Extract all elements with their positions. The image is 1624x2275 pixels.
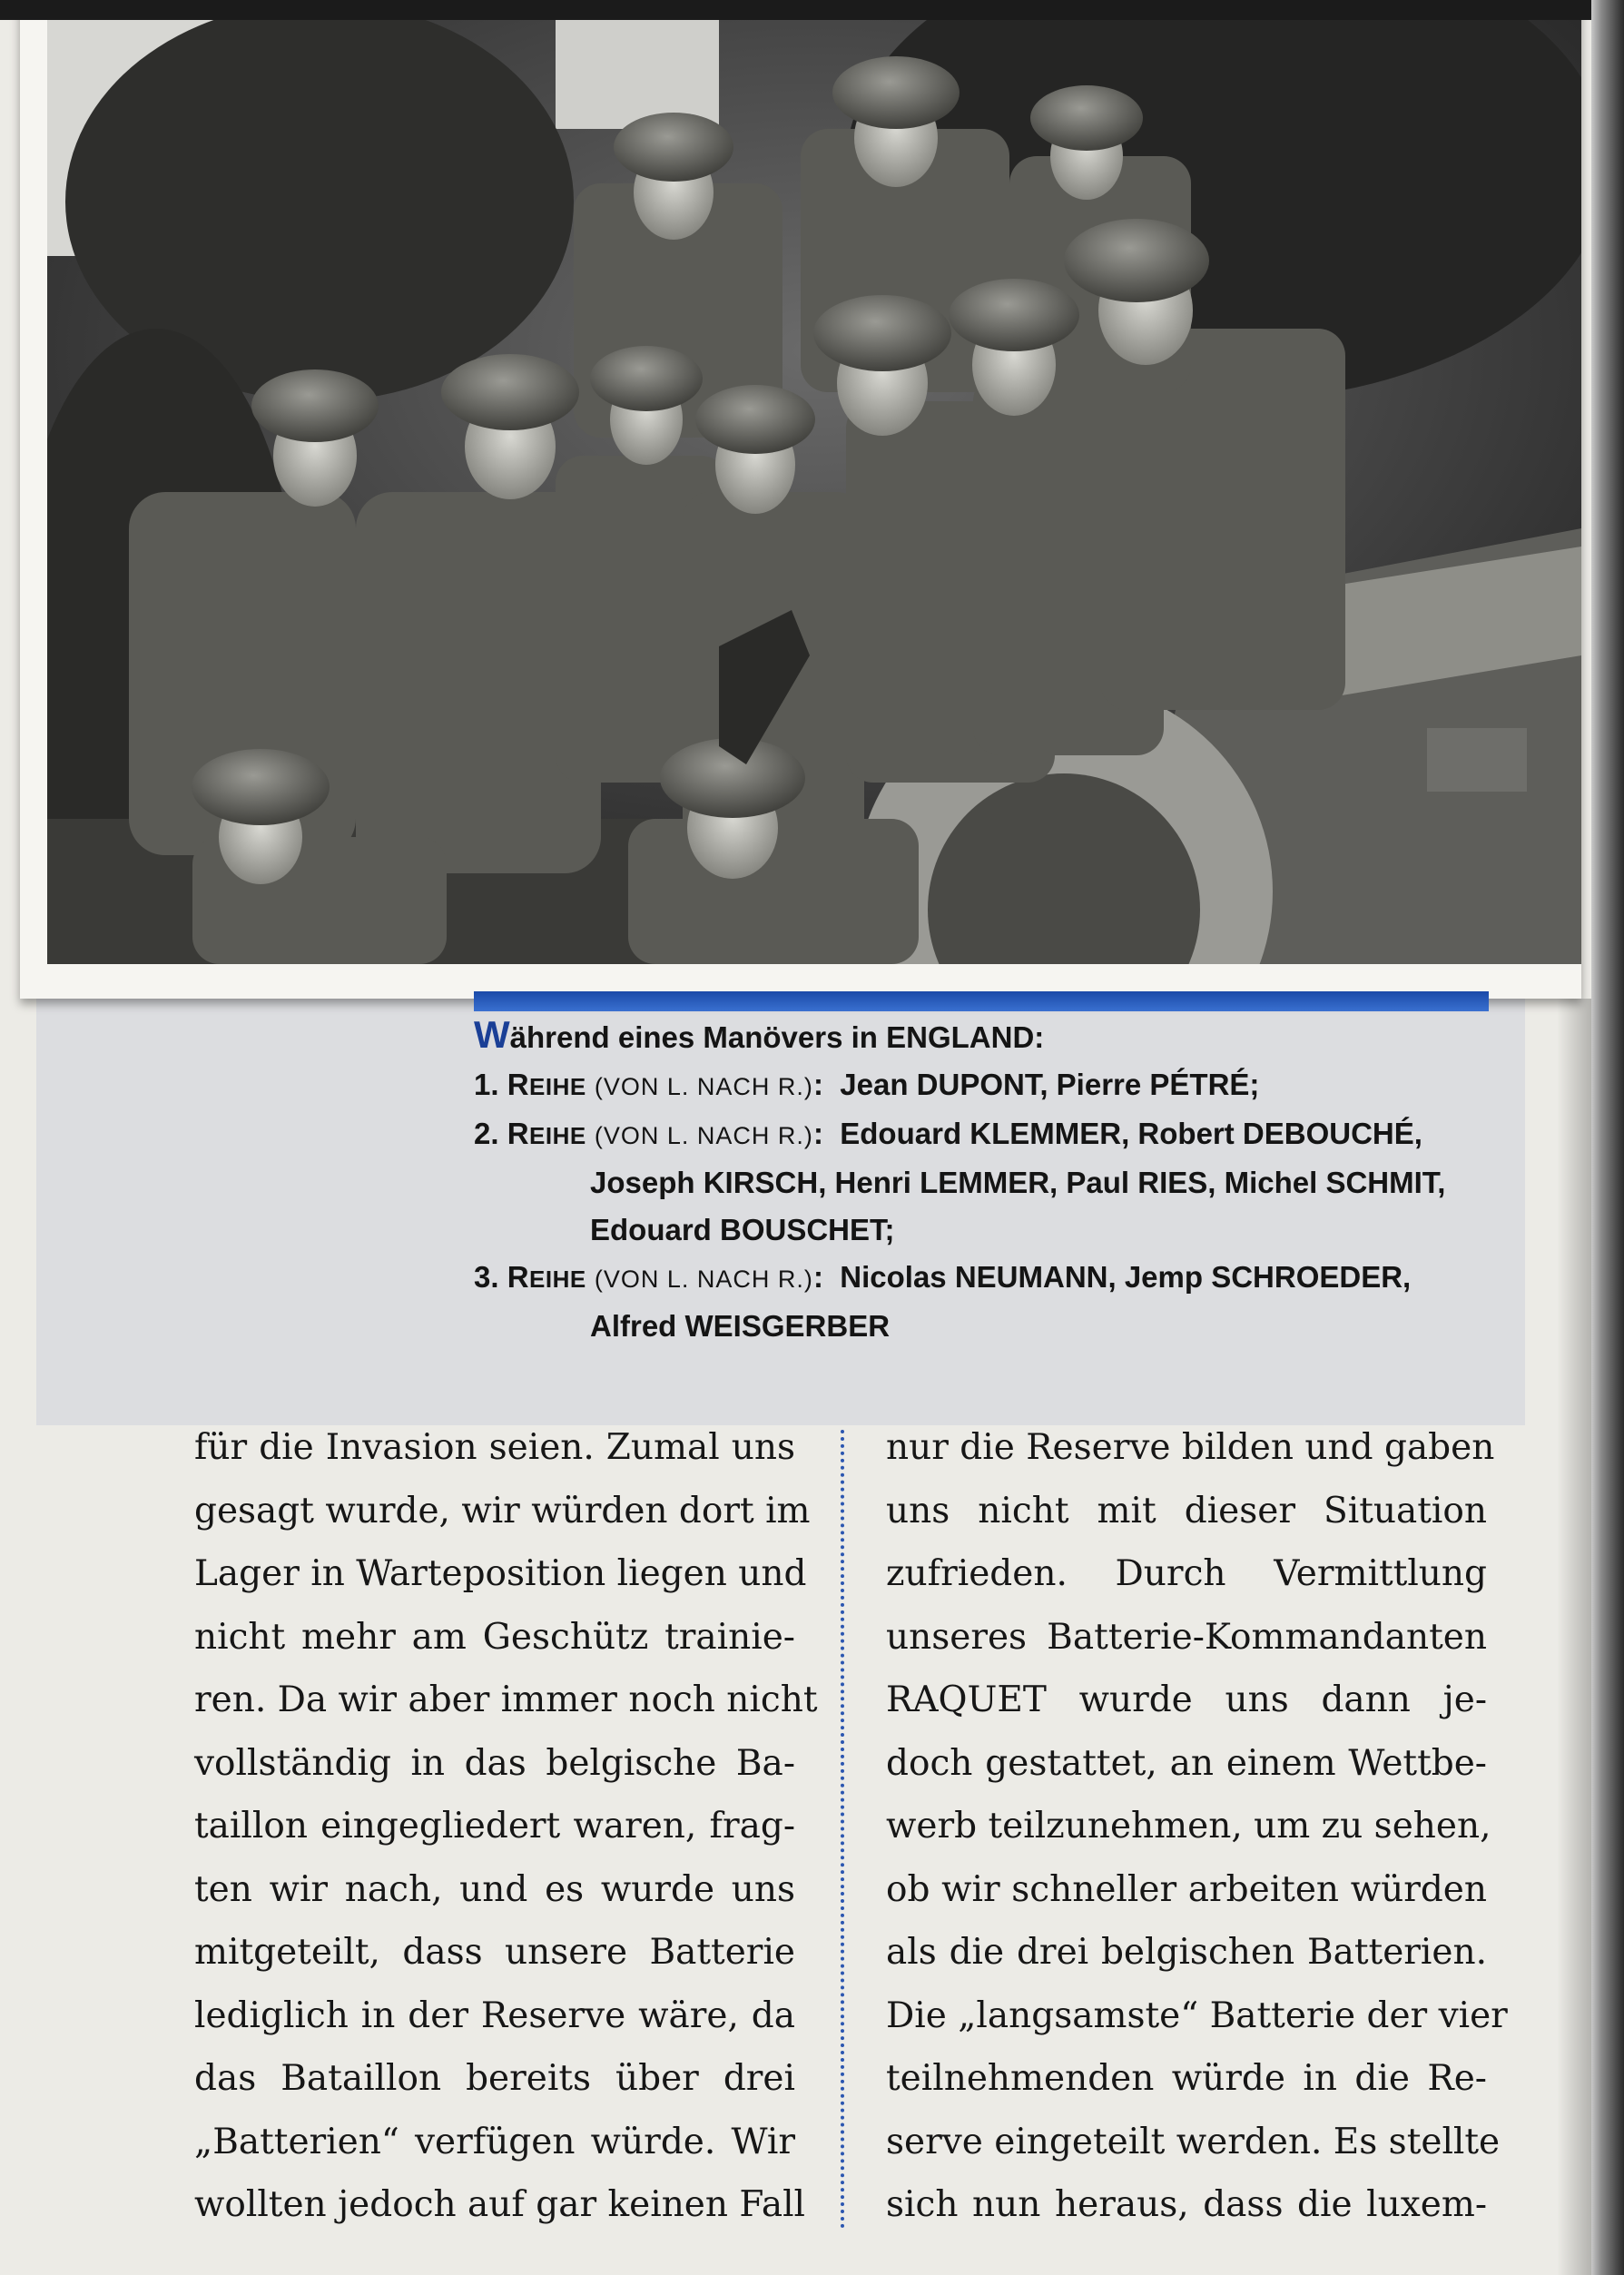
body-line: das Bataillon bereits über drei (194, 2058, 795, 2099)
caption-heading-initial: W (474, 1013, 510, 1056)
page-curl-shadow (1557, 999, 1593, 2275)
caption-names: Joseph KIRSCH, Henri LEMMER, Paul RIES, Michel SCHMIT, (590, 1166, 1446, 1199)
body-line: werb teilzunehmen, um zu sehen, (886, 1806, 1491, 1847)
caption-names: Nicolas NEUMANN, Jemp SCHROEDER, (840, 1260, 1412, 1294)
body-line: ten wir nach, und es wurde uns (194, 1868, 795, 1910)
caption-row-2-cont (474, 1159, 1489, 1206)
caption-row-3-cont (474, 1303, 1489, 1350)
body-line: serve eingeteilt werden. Es stellte (886, 2121, 1501, 2162)
caption-names: Edouard BOUSCHET; (590, 1213, 895, 1246)
caption-heading-text: ährend eines Manövers in ENGLAND: (509, 1020, 1045, 1054)
group-photo (47, 20, 1581, 964)
body-line: nicht mehr am Geschütz trainie- (194, 1616, 795, 1658)
body-line: gesagt wurde, wir würden dort im (194, 1490, 811, 1531)
column-divider (841, 1430, 844, 2229)
body-line: doch gestattet, an einem Wettbe- (886, 1742, 1487, 1784)
body-line: Lager in Warteposition liegen und (194, 1553, 807, 1594)
body-line: „Batterien“ verfügen würde. Wir (194, 2121, 795, 2162)
body-line: taillon eingegliedert waren, frag- (194, 1806, 795, 1847)
caption-row-3: 3. REIHE (VON L. NACH R.): Nicolas NEUMANN, Jemp SCHROEDER, (474, 1260, 1412, 1294)
caption-names: Edouard KLEMMER, Robert DEBOUCHÉ, (840, 1117, 1422, 1150)
body-line: lediglich in der Reserve wäre, da (194, 1994, 795, 2036)
body-line: ob wir schneller arbeiten würden (886, 1868, 1487, 1910)
caption-row-number: 1. (474, 1068, 499, 1101)
caption-names: Jean DUPONT, Pierre PÉTRÉ; (840, 1068, 1260, 1101)
body-line: als die drei belgischen Batterien. (886, 1932, 1487, 1973)
caption-row-reihe: REIHE (507, 1117, 586, 1150)
body-column-left (194, 1416, 818, 2237)
caption-row-number: 2. (474, 1117, 499, 1150)
body-line: teilnehmenden würde in die Re- (886, 2058, 1487, 2099)
body-line: Die „langsamste“ Batterie der vier (886, 1994, 1508, 2036)
caption-row-reihe: REIHE (507, 1260, 586, 1294)
caption-row-number: 3. (474, 1260, 499, 1294)
caption-row-2: 2. REIHE (VON L. NACH R.): Edouard KLEMMER, Robert DEBOUCHÉ, (474, 1117, 1422, 1150)
body-line: nur die Reserve bilden und gaben (886, 1427, 1495, 1468)
caption-row-reihe: REIHE (507, 1068, 586, 1101)
body-line: sich nun heraus, dass die luxem- (886, 2184, 1487, 2225)
caption-row-von: (VON L. NACH R.) (594, 1122, 813, 1149)
body-column-right (886, 1416, 1508, 2237)
show-through-text (47, 1071, 56, 1124)
caption-names: Alfred WEISGERBER (590, 1309, 891, 1343)
caption-accent-bar (474, 991, 1489, 1011)
body-line: für die Invasion seien. Zumal uns (194, 1427, 795, 1468)
top-strip (0, 0, 1624, 20)
caption-row-2-cont (474, 1206, 1489, 1254)
body-line: RAQUET wurde uns dann je- (886, 1679, 1487, 1720)
body-line: zufrieden. Durch Vermittlung (886, 1553, 1487, 1594)
body-line: unseres Batterie-Kommandanten (886, 1616, 1487, 1658)
body-line: mitgeteilt, dass unsere Batterie (194, 1932, 795, 1973)
body-line: vollständig in das belgische Ba- (194, 1742, 795, 1784)
page-edge (1591, 0, 1624, 2275)
photo-caption (474, 1011, 1489, 1350)
body-line: uns nicht mit dieser Situation (886, 1490, 1487, 1531)
caption-heading (474, 1011, 1489, 1061)
body-line: ren. Da wir aber immer noch nicht (194, 1679, 818, 1720)
caption-row-von: (VON L. NACH R.) (594, 1266, 813, 1293)
caption-row-von: (VON L. NACH R.) (594, 1073, 813, 1100)
caption-row-1: 1. REIHE (VON L. NACH R.): Jean DUPONT, Pierre PÉTRÉ; (474, 1068, 1260, 1101)
body-line: wollten jedoch auf gar keinen Fall (194, 2184, 806, 2225)
